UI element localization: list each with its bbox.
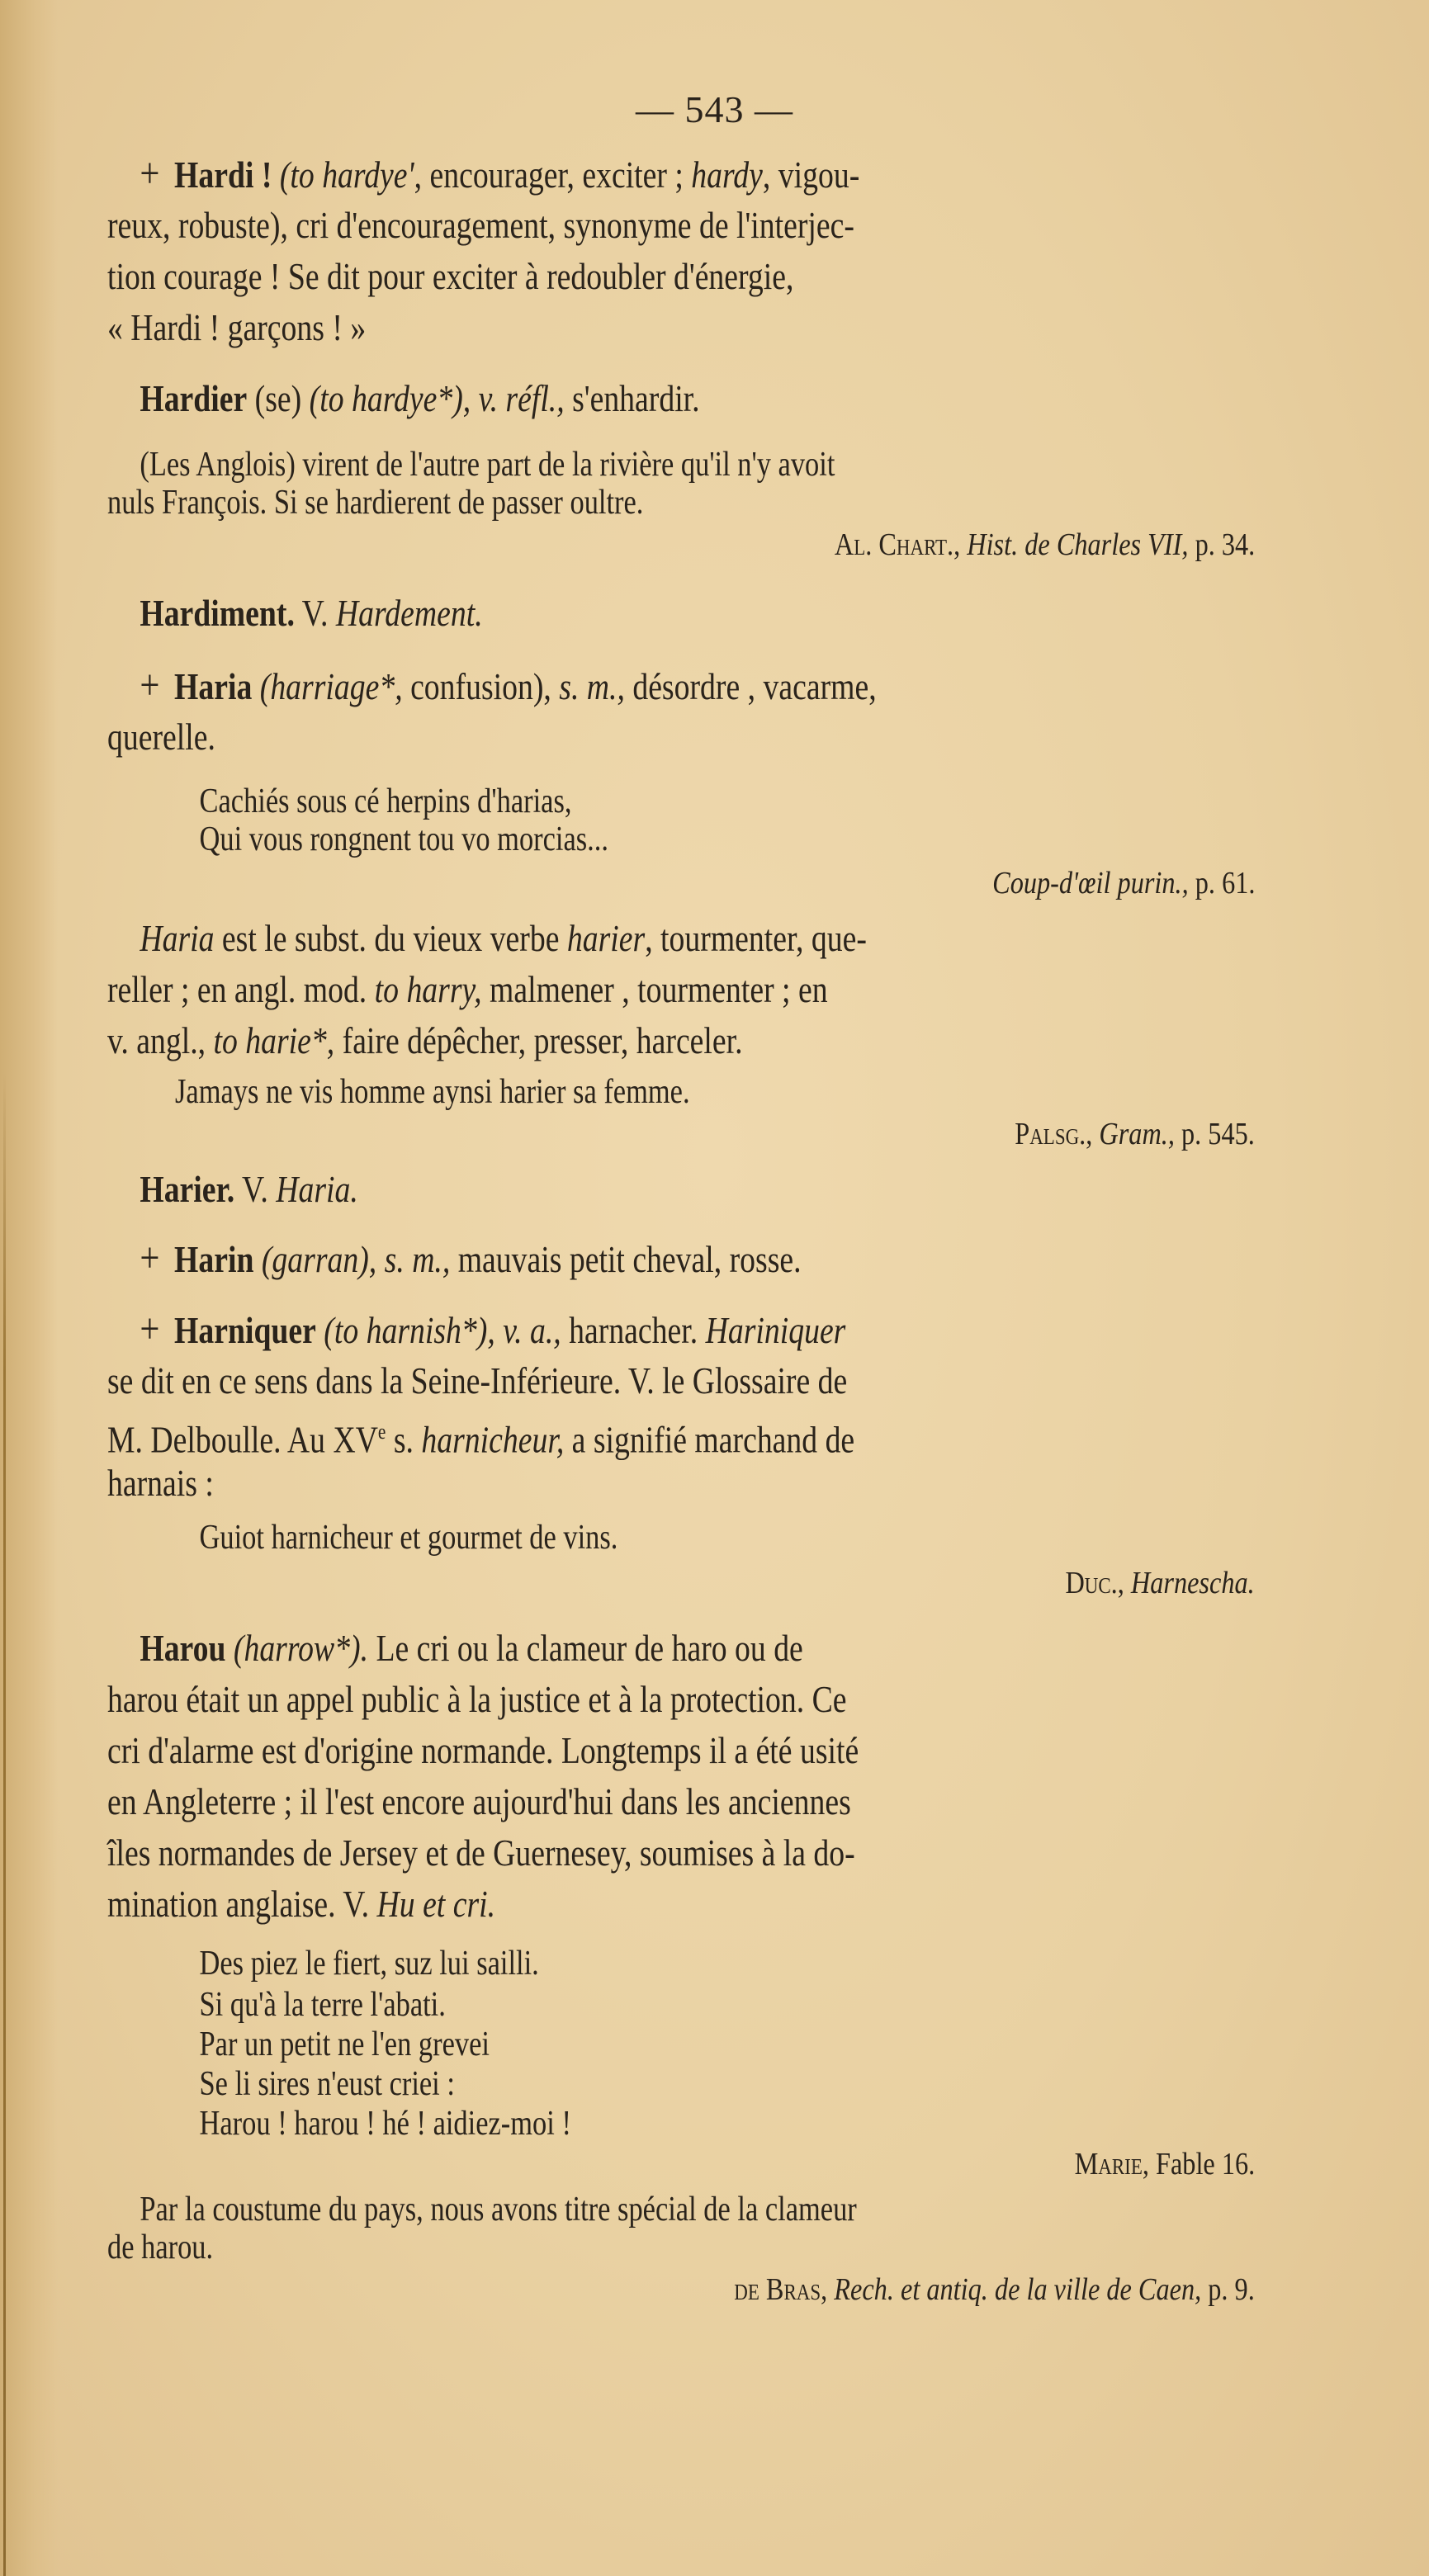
- italic-term: Haria: [140, 917, 215, 959]
- note-text: , tourmenter, que-: [645, 917, 867, 959]
- citation-line: Par la coustume du pays, nous avons titre spécial de la clameur: [140, 2191, 857, 2229]
- source-author: de Bras,: [734, 2272, 828, 2307]
- headword: Harin: [174, 1238, 254, 1280]
- citation-line: nuls François. Si se hardierent de passer oultre.: [107, 484, 644, 522]
- etymon: (harriage*,: [259, 665, 403, 707]
- note-text: faire dépêcher, presser, harceler.: [342, 1019, 743, 1061]
- italic-term: harnicheur,: [421, 1418, 565, 1461]
- source-page: p. 9.: [1208, 2272, 1255, 2307]
- entry-note-line: [107, 964, 1076, 1015]
- citation-source: [1015, 1116, 1255, 1152]
- entry-text-line: harou était un appel public à la justice et à la protection. Ce: [107, 1678, 847, 1720]
- definition-text: s'enhardir.: [572, 377, 700, 419]
- citation-source: [992, 865, 1255, 901]
- italic-term: to harry,: [374, 968, 482, 1010]
- headword: Hardi !: [174, 154, 272, 196]
- entry-text: mination anglaise. V.: [107, 1883, 370, 1925]
- verse-line: Qui vous rongnent tou vo morcias...: [199, 820, 609, 858]
- verse-line: Se li sires n'eust criei :: [199, 2065, 455, 2103]
- entry-text-line: cri d'alarme est d'origine normande. Longtemps il a été usité: [107, 1729, 859, 1771]
- entry-text-line: harnais :: [107, 1462, 214, 1504]
- cross-marker-icon: +: [140, 662, 160, 709]
- entry-harou: [107, 1623, 1076, 1674]
- note-text: est le subst. du vieux verbe: [221, 917, 560, 959]
- source-page: p. 545.: [1181, 1117, 1255, 1151]
- cross-reference: Hu et cri.: [376, 1883, 496, 1925]
- cross-reference: Haria.: [276, 1168, 358, 1210]
- cross-marker-icon: +: [140, 1235, 160, 1282]
- cross-marker-icon: +: [140, 1306, 160, 1353]
- definition-text: désordre , vacarme,: [632, 665, 877, 707]
- etymon: (to hardye*), v. réfl.,: [309, 377, 565, 419]
- source-work: Hist. de Charles VII,: [967, 527, 1189, 562]
- etymon: (harrow*).: [233, 1627, 369, 1669]
- entry-text-line: en Angleterre ; il l'est encore aujourd'hui dans les anciennes: [107, 1780, 851, 1822]
- definition-text: harnacher.: [569, 1309, 698, 1351]
- source-author: Marie,: [1074, 2147, 1149, 2181]
- note-text: v. angl.,: [107, 1019, 206, 1061]
- verse-line: Des piez le fiert, suz lui sailli.: [199, 1945, 539, 1983]
- entry-text-line: se dit en ce sens dans la Seine-Inférieure. V. le Glossaire de: [107, 1359, 848, 1401]
- headword: Hardier: [140, 377, 248, 419]
- note-text: malmener , tourmenter ; en: [490, 968, 828, 1010]
- italic-term: harier: [566, 917, 646, 959]
- italic-term: to harie*,: [213, 1019, 335, 1061]
- entry-hardiment: [107, 588, 1076, 639]
- entry-note-line: [107, 913, 1076, 964]
- entry-text: s.: [393, 1418, 414, 1461]
- see-label: V.: [301, 592, 329, 634]
- note-text: reller ; en angl. mod.: [107, 968, 367, 1010]
- entry-text-line: îles normandes de Jersey et de Guernesey, soumises à la do-: [107, 1832, 855, 1874]
- cross-marker-icon: +: [140, 150, 160, 197]
- source-page: p. 61.: [1195, 866, 1255, 900]
- definition-text: , encourager, exciter ;: [414, 154, 684, 196]
- entry-text-line: [107, 1879, 1076, 1930]
- see-label: V.: [241, 1168, 268, 1210]
- source-author: Palsg.,: [1015, 1117, 1093, 1151]
- verse-line: Cachiés sous cé herpins d'harias,: [199, 782, 572, 820]
- entry-haria: [107, 660, 1076, 712]
- citation-source: [1066, 1565, 1255, 1601]
- citation-line: Jamays ne vis homme aynsi harier sa femme.: [175, 1073, 690, 1111]
- entry-text-line: « Hardi ! garçons ! »: [107, 306, 367, 348]
- citation-line: (Les Anglois) virent de l'autre part de la rivière qu'il n'y avoit: [140, 446, 835, 484]
- citation-source: [1074, 2146, 1255, 2182]
- entry-text: M. Delboulle. Au XV: [107, 1418, 378, 1461]
- entry-text-line: querelle.: [107, 716, 215, 758]
- entry-harier: [107, 1164, 1076, 1215]
- citation-line: de harou.: [107, 2229, 214, 2266]
- headword: Harou: [140, 1627, 226, 1669]
- entry-note-line: [107, 1015, 1076, 1066]
- verse-line: Si qu'à la terre l'abati.: [199, 1986, 446, 2024]
- cross-reference: Hardement.: [335, 592, 483, 634]
- source-work: Rech. et antiq. de la ville de Caen,: [834, 2272, 1202, 2307]
- definition-text: mauvais petit cheval, rosse.: [457, 1238, 802, 1280]
- entry-hardier: [107, 373, 1076, 424]
- entry-text-line: reux, robuste), cri d'encouragement, synonyme de l'interjec-: [107, 204, 854, 246]
- source-work: Fable 16.: [1155, 2147, 1255, 2181]
- entry-text: a signifié marchand de: [571, 1418, 855, 1461]
- definition-text: Le cri ou la clameur de haro ou de: [376, 1627, 803, 1669]
- headword: Hardiment.: [140, 592, 295, 634]
- verse-line: Harou ! harou ! hé ! aidiez-moi !: [199, 2105, 571, 2143]
- headword: Haria: [174, 665, 253, 707]
- entry-harniquer: [107, 1304, 1076, 1356]
- page-number: — 543 —: [636, 88, 793, 130]
- definition-text: confusion),: [410, 665, 551, 707]
- entry-text-line: tion courage ! Se dit pour exciter à redoubler d'énergie,: [107, 255, 794, 297]
- source-work: Gram.,: [1099, 1117, 1176, 1151]
- etymon: hardy: [691, 154, 763, 196]
- source-work: Harnescha.: [1131, 1566, 1255, 1600]
- source-author: Duc.,: [1065, 1566, 1125, 1600]
- definition-text: , vigou-: [762, 154, 860, 196]
- headword: Harniquer: [174, 1309, 316, 1351]
- etymon: (garran), s. m.,: [261, 1238, 451, 1280]
- entry-hardi: [107, 149, 1076, 201]
- citation-line: Guiot harnicheur et gourmet de vins.: [199, 1519, 618, 1557]
- headword: Harier.: [140, 1168, 235, 1210]
- italic-term: Hariniquer: [705, 1309, 846, 1351]
- source-author: Al. Chart.,: [834, 527, 960, 562]
- grammar-label: s. m.,: [559, 665, 625, 707]
- verse-line: Par un petit ne l'en grevei: [199, 2025, 490, 2063]
- superscript: e: [377, 1420, 386, 1444]
- entry-harin: [107, 1233, 1076, 1285]
- citation-source: [835, 527, 1255, 563]
- citation-source: [734, 2271, 1255, 2308]
- source-page: p. 34.: [1195, 527, 1255, 562]
- definition-text: (se): [254, 377, 302, 419]
- source-work: Coup-d'œil purin.,: [991, 866, 1189, 900]
- entry-text-line: [107, 1406, 1076, 1465]
- etymon: (to harnish*), v. a.,: [324, 1309, 561, 1351]
- etymon: (to hardye': [279, 154, 414, 196]
